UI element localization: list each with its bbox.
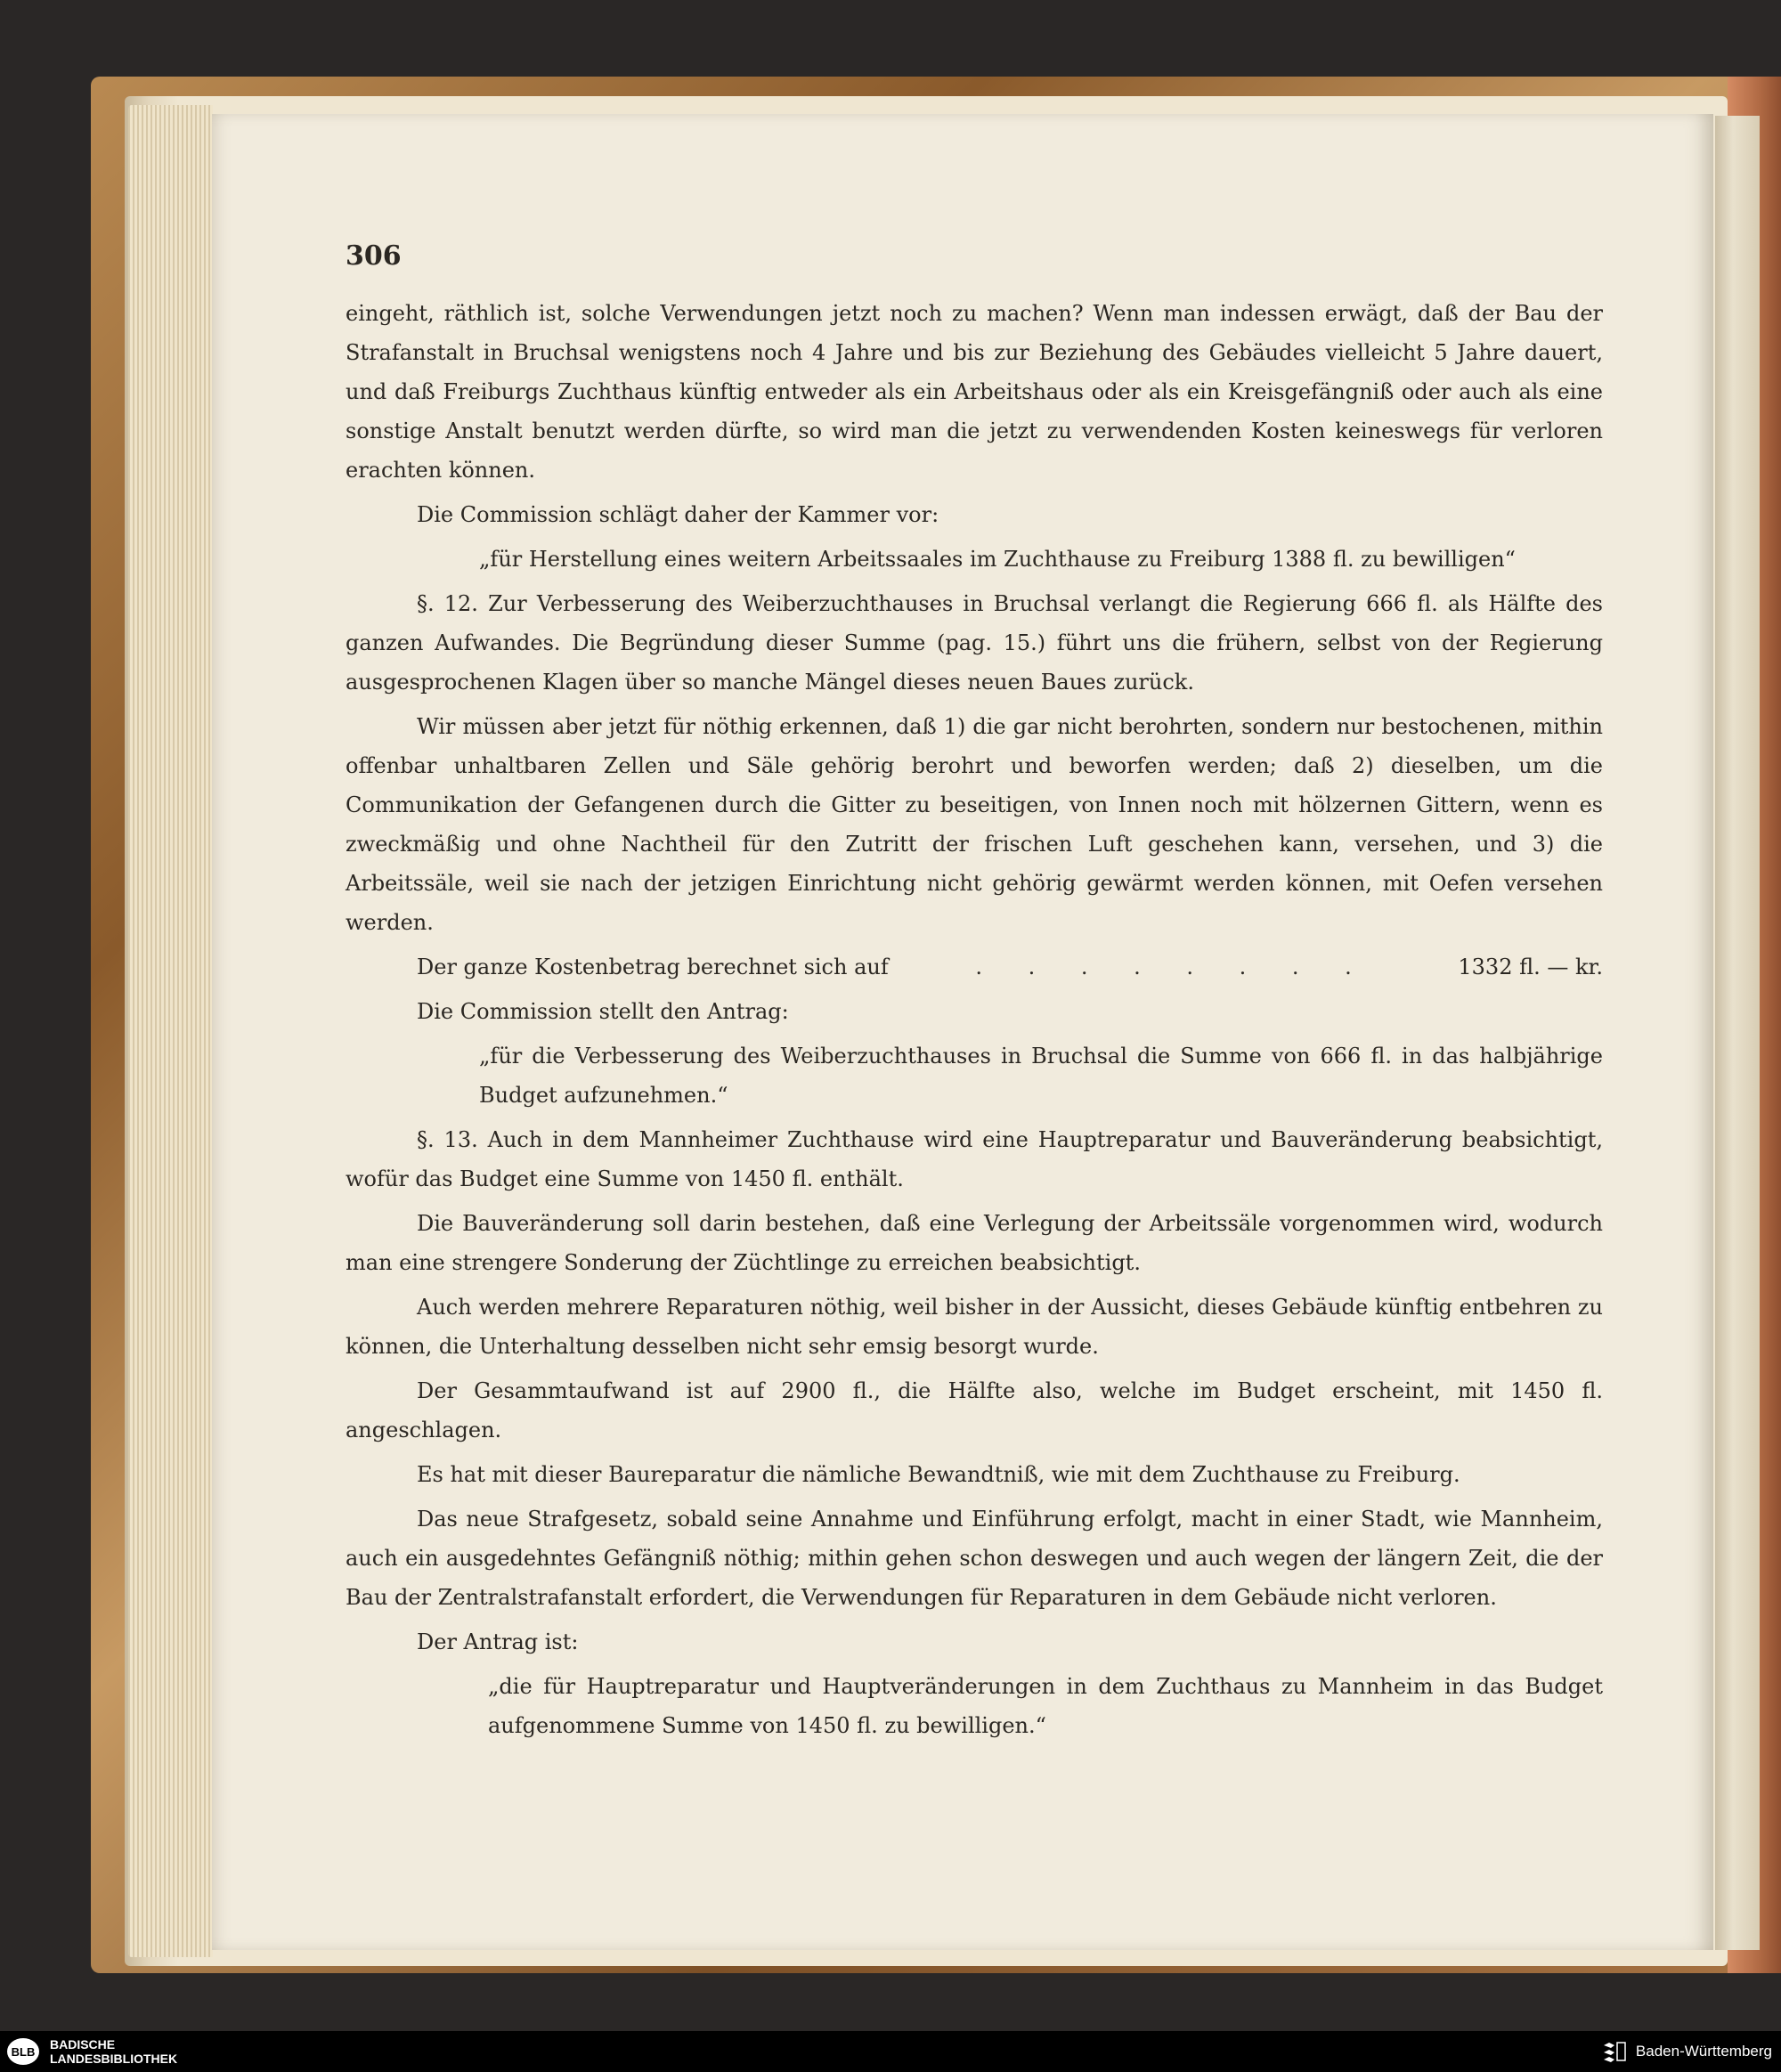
quote-paragraph: „für die Verbesserung des Weiberzuchthauses in Bruchsal die Summe von 666 fl. in das halbjährige Budget aufzunehmen.“	[479, 1044, 1603, 1108]
paragraph: Der Antrag ist:	[417, 1629, 579, 1654]
paragraph: Die Bauveränderung soll darin bestehen, daß eine Verlegung der Arbeitssäle vorgenommen wird, wodurch man eine strengere Sonderung der Züchtlinge zu erreichen beabsichtigt.	[346, 1211, 1603, 1275]
paragraph: Wir müssen aber jetzt für nöthig erkennen, daß 1) die gar nicht berohrten, sondern nur bestochenen, mithin offenbar unhaltbaren Zellen und Säle gehörig berohrt und beworfen werden; daß 2) dieselben, um die Communikation der Gefangenen durch die Gitter zu beseitigen, von Innen noch mit hölzernen Gittern, wenn es zweckmäßig und ohne Nachtheil für den Zutritt der frischen Luft geschehen kann, versehen, und 3) die Arbeitssäle, weil sie nach der jetzigen Einrichtung nicht gehörig gewärmt werden können, mit Oefen versehen werden.	[346, 714, 1603, 935]
page-number: 306	[346, 240, 402, 272]
cost-label: Der ganze Kostenbetrag berechnet sich auf	[417, 955, 889, 979]
library-name-line1: BADISCHE	[50, 2037, 116, 2052]
paragraph: Es hat mit dieser Baureparatur die nämliche Bewandtniß, wie mit dem Zuchthause zu Freiburg.	[417, 1462, 1460, 1487]
page-edges	[128, 105, 213, 1957]
quote-paragraph: „für Herstellung eines weitern Arbeitssaales im Zuchthause zu Freiburg 1388 fl. zu bewilligen“	[479, 547, 1516, 572]
paragraph: Der Gesammtaufwand ist auf 2900 fl., die Hälfte also, welche im Budget erscheint, mit 1450 fl. angeschlagen.	[346, 1378, 1603, 1442]
cost-total-line	[346, 947, 1603, 987]
paragraph: §. 13. Auch in dem Mannheimer Zuchthause wird eine Hauptreparatur und Bauveränderung beabsichtigt, wofür das Budget eine Summe von 1450 fl. enthält.	[346, 1127, 1603, 1191]
cost-amount: 1332 fl. — kr.	[1458, 955, 1603, 979]
blb-logo[interactable]: BLB	[7, 2038, 39, 2065]
paragraph: Das neue Strafgesetz, sobald seine Annahme und Einführung erfolgt, macht in einer Stadt, wie Mannheim, auch ein ausgedehntes Gefängniß nöthig; mithin gehen schon deswegen und auch wegen der längern Zeit, die der Bau der Zentralstrafanstalt erfordert, die Verwendungen für Reparaturen in dem Gebäude nicht verloren.	[346, 1507, 1603, 1610]
next-page-edge	[1715, 116, 1760, 1950]
library-name[interactable]	[50, 2037, 177, 2066]
quote-paragraph: „die für Hauptreparatur und Hauptveränderungen in dem Zuchthaus zu Mannheim in das Budget aufgenommene Summe von 1450 fl. zu bewilligen.“	[488, 1674, 1603, 1738]
paragraph: Die Commission schlägt daher der Kammer vor:	[417, 502, 939, 527]
lions-icon	[1602, 2040, 1627, 2063]
state-name: Baden-Württemberg	[1635, 2043, 1772, 2060]
state-logo[interactable]	[1602, 2038, 1772, 2065]
paragraph: eingeht, räthlich ist, solche Verwendungen jetzt noch zu machen? Wenn man indessen erwägt, daß der Bau der Strafanstalt in Bruchsal wenigstens noch 4 Jahre und bis zur Beziehung des Gebäudes vielleicht 5 Jahre dauert, und daß Freiburgs Zuchthaus künftig entweder als ein Arbeitshaus oder als ein Kreisgefängniß oder auch als eine sonstige Anstalt benutzt werden dürfte, so wird man die jetzt zu verwendenden Kosten keineswegs für verloren erachten können.	[346, 301, 1603, 483]
footer-bar	[0, 2031, 1781, 2072]
paragraph: Die Commission stellt den Antrag:	[417, 999, 789, 1024]
paragraph: Auch werden mehrere Reparaturen nöthig, weil bisher in der Aussicht, dieses Gebäude künftig entbehren zu können, die Unterhaltung desselben nicht sehr emsig besorgt wurde.	[346, 1295, 1603, 1359]
paragraph: §. 12. Zur Verbesserung des Weiberzuchthauses in Bruchsal verlangt die Regierung 666 fl. als Hälfte des ganzen Aufwandes. Die Begründung dieser Summe (pag. 15.) führt uns die frühern, selbst von der Regierung ausgesprochenen Klagen über so manche Mängel dieses neuen Baues zurück.	[346, 591, 1603, 695]
library-name-line2: LANDESBIBLIOTHEK	[50, 2052, 178, 2066]
page-text	[346, 294, 1603, 1751]
leader-dots: . . . . . . . .	[975, 955, 1371, 979]
